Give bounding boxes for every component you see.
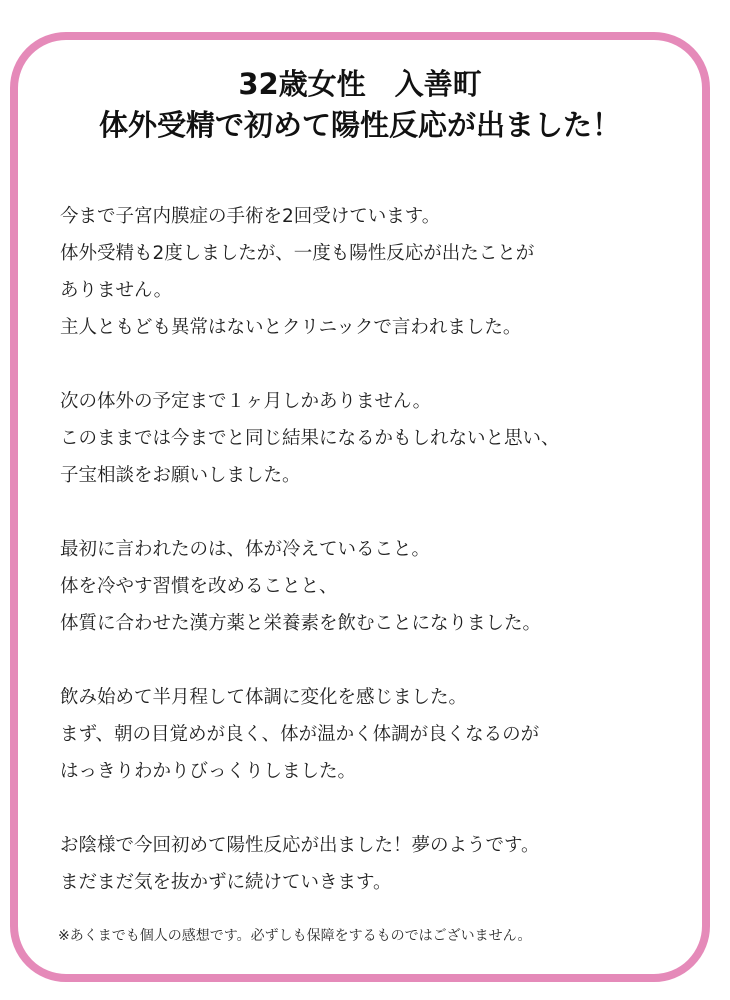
paragraph-line: このままでは今までと同じ結果になるかもしれないと思い、	[60, 428, 560, 449]
paragraph-line: 体質に合わせた漢方薬と栄養素を飲むことになりました。	[60, 613, 542, 634]
testimonial-card	[10, 32, 710, 982]
paragraph-line: 主人ともども異常はないとクリニックで言われました。	[60, 317, 522, 338]
heading-line-2: 体外受精で初めて陽性反応が出ました！	[98, 108, 621, 142]
paragraph-line: 今まで子宮内膜症の手術を2回受けています。	[60, 206, 441, 227]
paragraph-line: はっきりわかりびっくりしました。	[60, 761, 357, 782]
disclaimer-note: ※あくまでも個人の感想です。必ずしも保障をするものではございません。	[58, 928, 532, 944]
testimonial-heading	[18, 64, 702, 146]
paragraph-2	[60, 383, 680, 494]
heading-line-1: 32歳女性 入善町	[238, 67, 482, 101]
paragraph-3	[60, 531, 680, 642]
paragraph-line: 子宝相談をお願いしました。	[60, 465, 301, 486]
paragraph-line: まだまだ気を抜かずに続けていきます。	[60, 872, 392, 893]
paragraph-line: 体外受精も2度しましたが、一度も陽性反応が出たことが	[60, 243, 535, 264]
paragraph-line: ありません。	[60, 280, 173, 301]
paragraph-line: 最初に言われたのは、体が冷えていること。	[60, 539, 431, 560]
paragraph-line: まず、朝の目覚めが良く、体が温かく体調が良くなるのが	[60, 724, 540, 745]
paragraph-line: お陰様で今回初めて陽性反応が出ました！夢のようです。	[60, 835, 540, 856]
paragraph-line: 飲み始めて半月程して体調に変化を感じました。	[60, 687, 468, 708]
paragraph-4	[60, 679, 680, 790]
paragraph-line: 次の体外の予定まで１ヶ月しかありません。	[60, 391, 432, 412]
testimonial-body	[60, 198, 680, 938]
paragraph-line: 体を冷やす習慣を改めることと、	[60, 576, 338, 597]
paragraph-5	[60, 827, 680, 901]
paragraph-1	[60, 198, 680, 346]
